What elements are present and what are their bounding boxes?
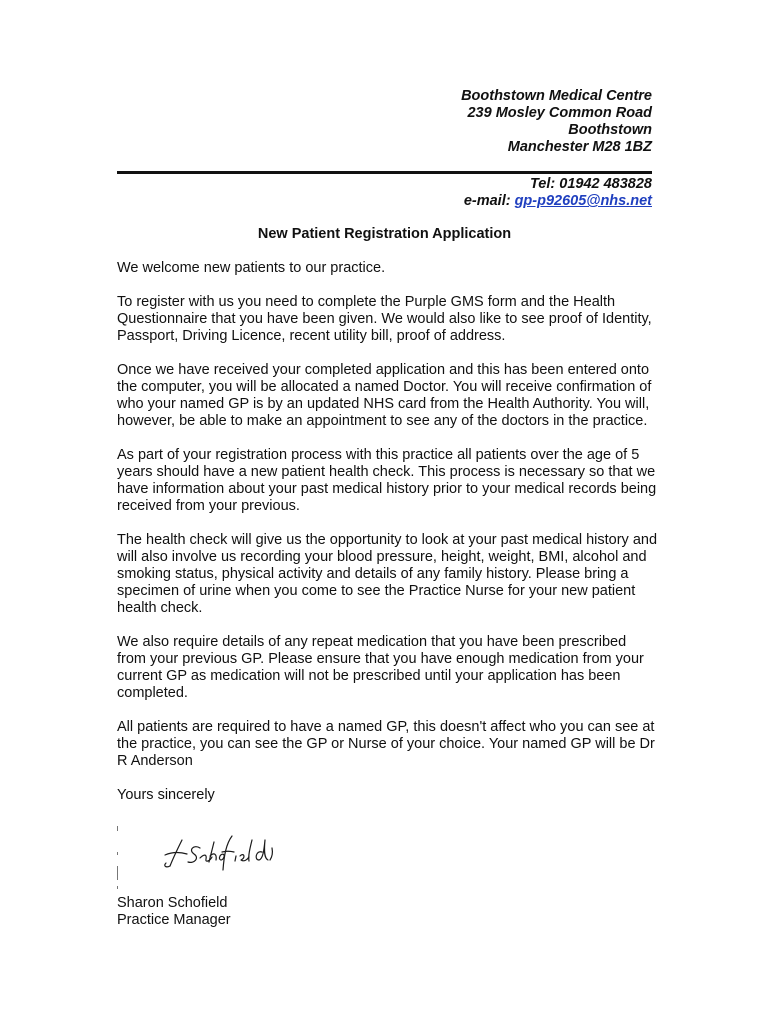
margin-mark	[117, 886, 118, 889]
signatory-block	[117, 895, 231, 929]
email-link[interactable]: gp-p92605@nhs.net	[514, 193, 652, 209]
signatory-name: Sharon Schofield	[117, 895, 228, 911]
paragraph-health-check-details: The health check will give us the opportunity to look at your past medical history and will also involve us recording your blood pressure, height, weight, BMI, alcohol and smoking status, physical activity and details of any family history. Please bring a specimen of urine when you come to see the Practice Nurse for your new patient health check.	[117, 532, 658, 616]
margin-mark	[117, 852, 118, 855]
closing-salutation: Yours sincerely	[117, 787, 215, 803]
sender-city-postcode: Manchester M28 1BZ	[507, 139, 652, 155]
paragraph-registration: To register with us you need to complete the Purple GMS form and the Health Questionnaire that you have been given. We would also like to see proof of Identity, Passport, Driving Licence, recent utility bill, proof of address.	[117, 294, 652, 344]
header-divider	[117, 171, 652, 174]
paragraph-health-check: As part of your registration process with this practice all patients over the age of 5 years should have a new patient health check. This process is necessary so that we have information about your past medical history prior to your medical records being received from your previous.	[117, 447, 657, 514]
paragraph-named-doctor: Once we have received your completed application and this has been entered onto the computer, you will be allocated a named Doctor. You will receive confirmation of who your named GP is by an updated NHS card from the Health Authority. You will, however, be able to make an appointment to see any of the doctors in the practice.	[117, 362, 652, 429]
margin-mark	[117, 866, 118, 880]
sender-street: 239 Mosley Common Road	[467, 105, 652, 121]
letter-heading: New Patient Registration Application	[257, 226, 512, 242]
handwritten-signature	[160, 830, 275, 875]
paragraph-welcome: We welcome new patients to our practice.	[117, 260, 386, 276]
sender-town: Boothstown	[568, 122, 652, 138]
paragraph-named-gp: All patients are required to have a named GP, this doesn't affect who you can see at the practice, you can see the GP or Nurse of your choice. Your named GP will be Dr R Anderson	[117, 719, 655, 769]
sender-address	[461, 88, 652, 156]
sender-contact	[464, 176, 652, 210]
sender-telephone: Tel: 01942 483828	[529, 176, 652, 192]
letter-body	[117, 260, 657, 821]
email-label: e-mail:	[463, 193, 515, 209]
signatory-title: Practice Manager	[117, 912, 231, 928]
margin-mark	[117, 826, 118, 831]
sender-name: Boothstown Medical Centre	[461, 88, 652, 104]
paragraph-medication: We also require details of any repeat medication that you have been prescribed from your previous GP. Please ensure that you have enough medication from your current GP as medication will not be prescribed until your application has been completed.	[117, 634, 644, 701]
sender-email-line	[464, 193, 652, 210]
